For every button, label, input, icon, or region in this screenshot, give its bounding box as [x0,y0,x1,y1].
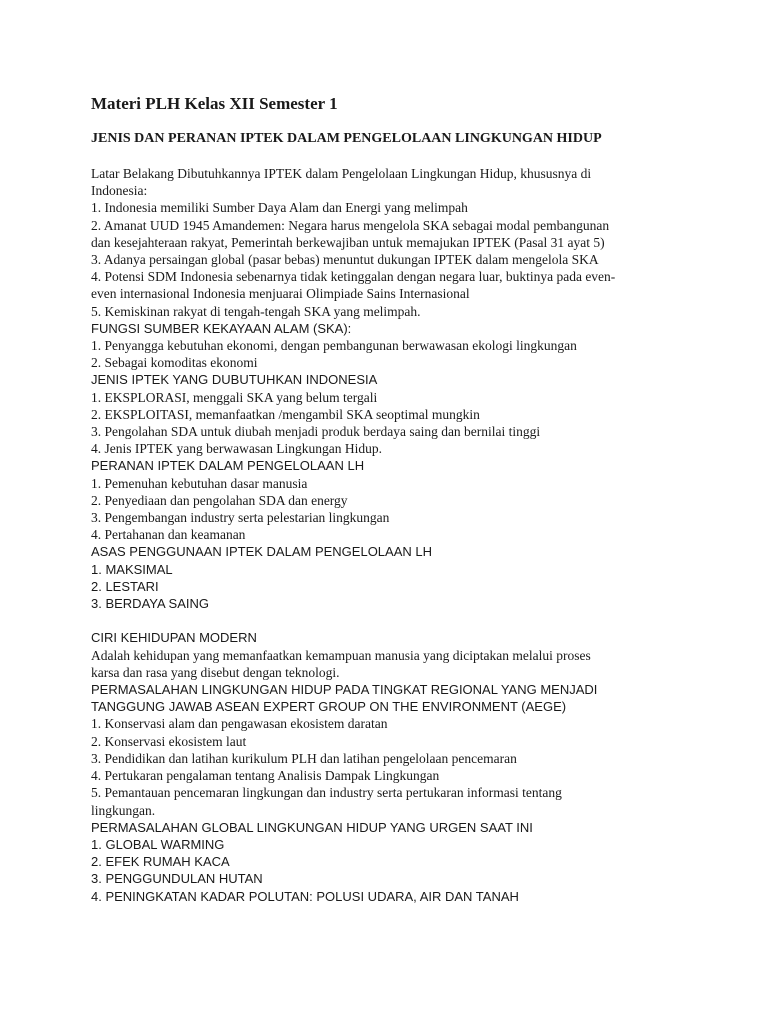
section-line: TANGGUNG JAWAB ASEAN EXPERT GROUP ON THE ENVIRONMENT (AEGE) [91,699,567,715]
section-line: 1. MAKSIMAL [91,561,173,577]
text-line: Latar Belakang Dibutuhkannya IPTEK dalam Pengelolaan Lingkungan Hidup, khususnya di [91,166,592,181]
document-page [91,94,691,905]
section-line: PERMASALAHAN GLOBAL LINGKUNGAN HIDUP YANG URGEN SAAT INI [91,819,533,835]
text-line: dan kesejahteraan rakyat, Pemerintah berkewajiban untuk memajukan IPTEK (Pasal 31 ayat 5) [91,234,605,250]
text-line: 1. Pemenuhan kebutuhan dasar manusia [91,475,308,491]
document-body [91,165,691,905]
text-line: 3. Adanya persaingan global (pasar bebas) menuntut dukungan IPTEK dalam mengelola SKA [91,252,599,268]
text-line: lingkungan. [91,802,156,818]
text-line: 1. Konservasi alam dan pengawasan ekosistem daratan [91,716,388,732]
section-line: JENIS IPTEK YANG DUBUTUHKAN INDONESIA [91,372,378,388]
text-line: 3. Pendidikan dan latihan kurikulum PLH dan latihan pengelolaan pencemaran [91,750,517,766]
text-line: even internasional Indonesia menjuarai Olimpiade Sains Internasional [91,286,470,302]
section-line: 4. PENINGKATAN KADAR POLUTAN: POLUSI UDARA, AIR DAN TANAH [91,888,519,904]
section-line: 3. BERDAYA SAING [91,596,210,612]
section-line: PERMASALAHAN LINGKUNGAN HIDUP PADA TINGKAT REGIONAL YANG MENJADI [91,682,598,698]
text-line: 4. Pertukaran pengalaman tentang Analisis Dampak Lingkungan [91,768,440,784]
text-line: karsa dan rasa yang disebut dengan teknologi. [91,664,340,680]
blank-line [91,612,691,629]
text-line: 1. EKSPLORASI, menggali SKA yang belum tergali [91,389,378,405]
text-line: 3. Pengembangan industry serta pelestarian lingkungan [91,510,390,526]
section-line: PERANAN IPTEK DALAM PENGELOLAAN LH [91,458,365,474]
text-line: 2. Konservasi ekosistem laut [91,733,247,749]
document-subtitle: JENIS DAN PERANAN IPTEK DALAM PENGELOLAAN LINGKUNGAN HIDUP [91,131,602,146]
section-line: 2. LESTARI [91,578,159,594]
text-line: 4. Pertahanan dan keamanan [91,527,246,543]
text-line: 5. Pemantauan pencemaran lingkungan dan industry serta pertukaran informasi tentang [91,785,562,801]
text-line: 3. Pengolahan SDA untuk diubah menjadi produk berdaya saing dan bernilai tinggi [91,424,541,440]
section-line: CIRI KEHIDUPAN MODERN [91,630,257,646]
text-line: Adalah kehidupan yang memanfaatkan kemampuan manusia yang diciptakan melalui proses [91,647,591,663]
text-line: 2. EKSPLOITASI, memanfaatkan /mengambil SKA seoptimal mungkin [91,406,480,422]
section-line: 1. GLOBAL WARMING [91,836,225,852]
section-line: ASAS PENGGUNAAN IPTEK DALAM PENGELOLAAN LH [91,544,432,560]
text-line: 5. Kemiskinan rakyat di tengah-tengah SKA yang melimpah. [91,303,421,319]
text-line: 4. Jenis IPTEK yang berwawasan Lingkungan Hidup. [91,441,382,457]
text-line: 4. Potensi SDM Indonesia sebenarnya tidak ketinggalan dengan negara luar, buktinya pada even- [91,269,616,285]
section-line: 2. EFEK RUMAH KACA [91,854,230,870]
text-line: 2. Sebagai komoditas ekonomi [91,355,258,371]
text-line: Indonesia: [91,183,148,199]
section-line: 3. PENGGUNDULAN HUTAN [91,871,263,887]
text-line: 1. Penyangga kebutuhan ekonomi, dengan pembangunan berwawasan ekologi lingkungan [91,338,577,354]
text-line: 2. Amanat UUD 1945 Amandemen: Negara harus mengelola SKA sebagai modal pembangunan [91,217,610,233]
section-line: FUNGSI SUMBER KEKAYAAN ALAM (SKA): [91,320,352,336]
text-line: 2. Penyediaan dan pengolahan SDA dan energy [91,492,348,508]
text-line: 1. Indonesia memiliki Sumber Daya Alam dan Energi yang melimpah [91,200,468,216]
document-title: Materi PLH Kelas XII Semester 1 [91,94,338,113]
